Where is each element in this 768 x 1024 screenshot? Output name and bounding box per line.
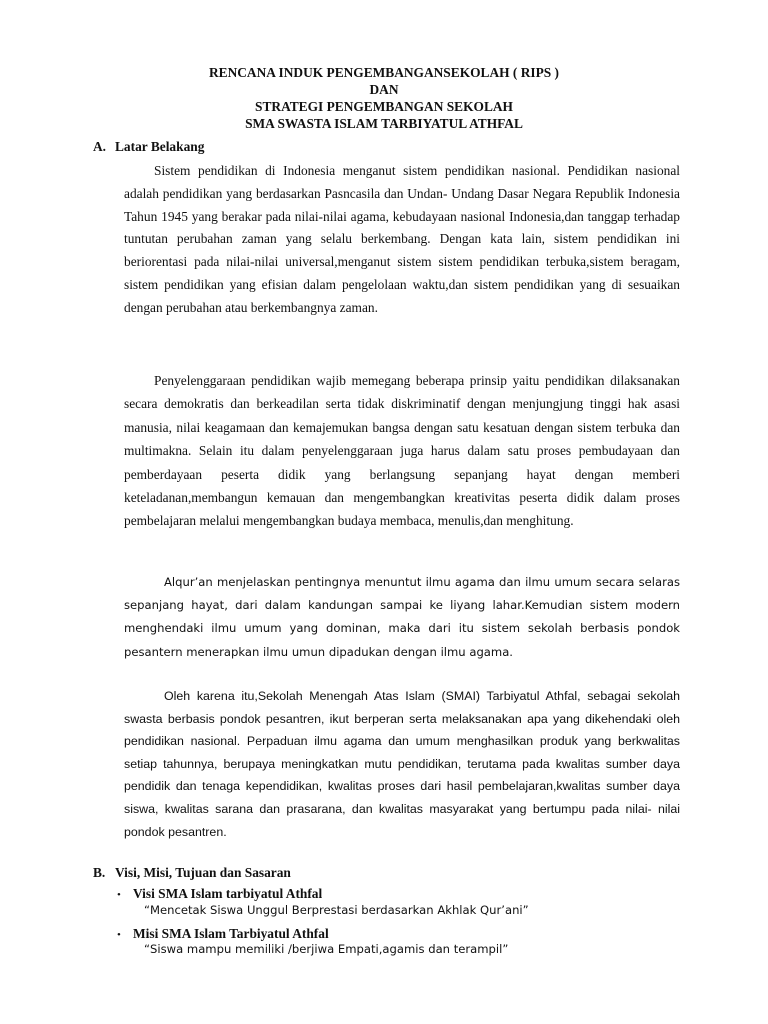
title-line-1: RENCANA INDUK PENGEMBANGANSEKOLAH ( RIPS ) [208, 65, 560, 80]
document-title [0, 64, 768, 132]
visi-label: Visi SMA Islam tarbiyatul Athfal [133, 886, 323, 901]
visi-quote: “Mencetak Siswa Unggul Berprestasi berdasarkan Akhlak Qur’ani” [144, 903, 529, 917]
section-a-title: Latar Belakang [115, 139, 205, 154]
title-line-3: STRATEGI PENGEMBANGAN SEKOLAH [255, 99, 513, 114]
paragraph-2: Penyelenggaraan pendidikan wajib memegang beberapa prinsip yaitu pendidikan dilaksanakan secara demokratis dan berkeadilan serta tidak diskriminatif dengan menjungjung tinggi hak asasi manusia, nilai keagamaan dan kemajemukan bangsa dengan satu kesatuan dengan sistem terbuka dan multimakna. Selain itu dalam penyelenggaraan juga harus dalam satu proses pembudayaan dan pemberdayaan peserta didik yang berlangsung sepanjang hayat dengan memberi keteladanan,membangun kemauan dan mengembangkan kreativitas peserta didik dalam proses pembelajaran melalui mengembangkan budaya membaca, menulis,dan menghitung. [124, 373, 680, 529]
section-a-number: A. [93, 139, 107, 154]
misi-quote: “Siswa mampu memiliki /berjiwa Empati,agamis dan terampil” [144, 942, 509, 956]
bullet-icon: • [117, 929, 121, 941]
bullet-icon: • [117, 889, 121, 901]
paragraph-1: Sistem pendidikan di Indonesia menganut sistem pendidikan nasional. Pendidikan nasional adalah pendidikan yang berdasarkan Pasncasila dan Undan- Undang Dasar Negara Republik Indonesia Tahun 1945 yang berakar pada nilai-nilai agama, kebudayaan nasional Indonesia,dan tanggap terhadap tuntutan perubahan zaman yang selalu berkembang. Dengan kata lain, sistem pendidikan ini beriorentasi pada nilai-nilai universal,menganut sistem sistem pendidikan terbuka,sistem beragam, sistem pendidikan yang efisian dalam pengelolaan waktu,dan sistem pendidikan yang di sesuaikan dengan perubahan atau berkembangnya zaman. [124, 163, 680, 315]
section-b-title: Visi, Misi, Tujuan dan Sasaran [115, 865, 291, 880]
section-b-heading [93, 864, 291, 881]
title-line-2: DAN [369, 82, 399, 97]
paragraph-3: Alqur’an menjelaskan pentingnya menuntut ilmu agama dan ilmu umum secara selaras sepanjang hayat, dari dalam kandungan sampai ke liyang lahar.Kemudian sistem modern menghendaki ilmu umum yang dominan, maka dari itu sistem sekolah berbasis pondok pesantern menerapkan ilmu umun dipadukan dengan ilmu agama. [124, 575, 680, 659]
section-b-number: B. [93, 865, 106, 880]
title-line-4: SMA SWASTA ISLAM TARBIYATUL ATHFAL [245, 116, 523, 131]
paragraph-4: Oleh karena itu,Sekolah Menengah Atas Islam (SMAI) Tarbiyatul Athfal, sebagai sekolah swasta berbasis pondok pesantren, ikut berperan serta melaksanakan apa yang dikehendaki oleh pendidikan nasional. Perpaduan ilmu agama dan umum menghasilkan produk yang berkwalitas setiap tahunnya, berupaya meningkatkan mutu pendidikan, terutama pada kwalitas sumber daya pendidik dan tenaga kependidikan, kwalitas proses dari hasil pembelajaran,kwalitas sumber daya siswa, kwalitas sarana dan prasarana, dan kwalitas masyarakat yang bertumpu pada nilai- nilai pondok pesantren. [124, 689, 680, 839]
section-a-heading [93, 138, 204, 155]
misi-label: Misi SMA Islam Tarbiyatul Athfal [133, 926, 329, 941]
